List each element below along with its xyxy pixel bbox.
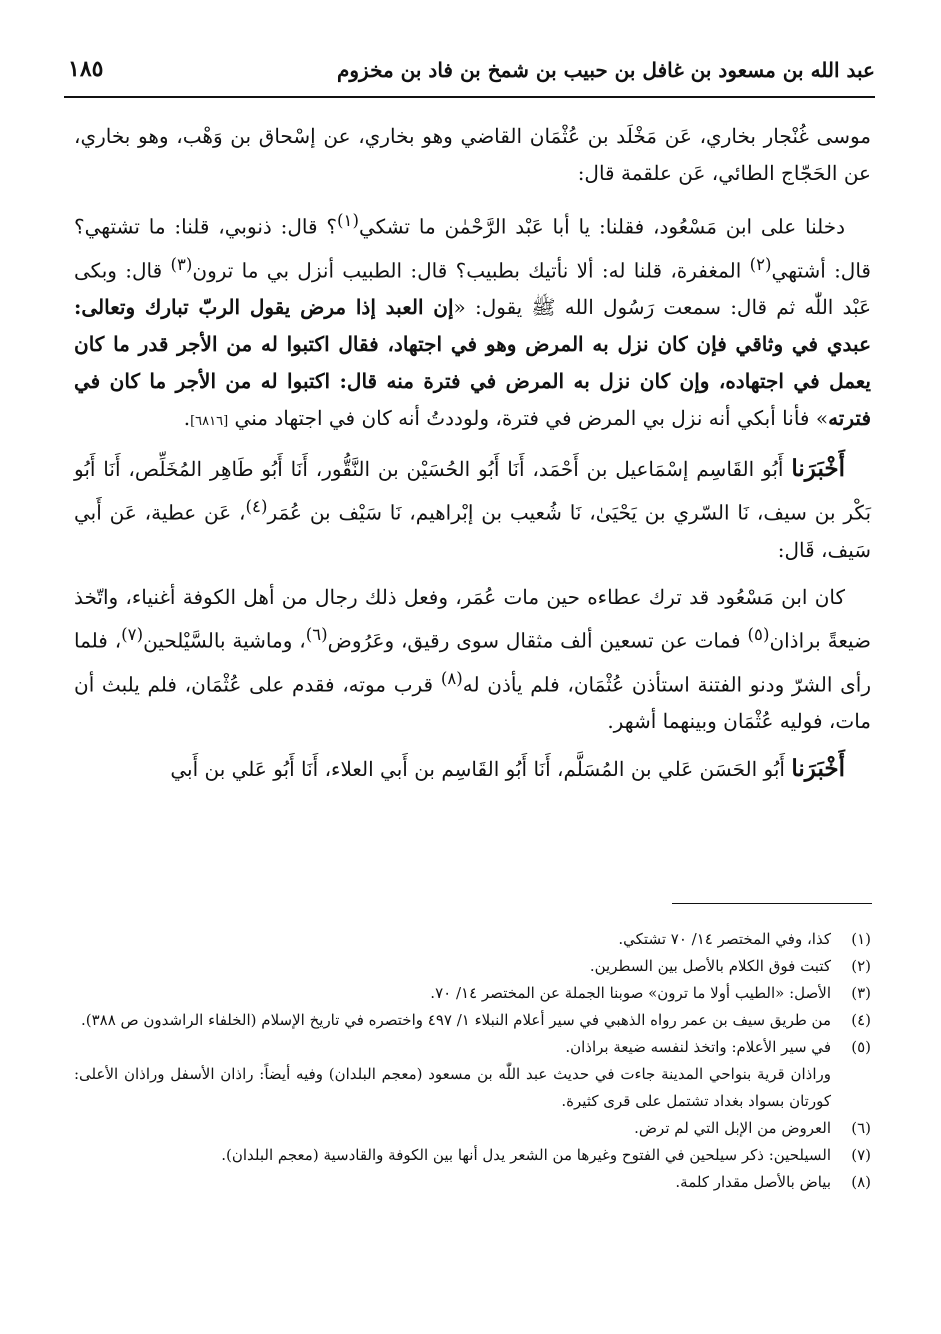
narration-text: قرب موته، فقدم على عُثْمَان، فلم يلبث أن مات، فوليه عُثْمَان وبينهما أشهر. <box>74 672 871 734</box>
footnote-1 <box>74 926 871 953</box>
narration-text: ، وماشية بالسَّيْلحين <box>143 628 306 653</box>
footnote-text: كذا، وفي المختصر ١٤/ ٧٠ تشتكي. <box>618 930 831 948</box>
main-text <box>74 118 871 798</box>
footnote-divider <box>672 903 872 904</box>
footnote-number: (٣) <box>851 984 871 1002</box>
footnote-6 <box>74 1115 871 1142</box>
footnote-marker-7[interactable]: (٧) <box>121 624 144 644</box>
paragraph-isnad: موسى غُنْجار بخاري، عَن مَخْلَد بن عُثْمَان القاضي وهو بخاري، عن إسْحاق بن وَهْب، وهو بخاري، عن الحَجّاج الطائي، عَن علقمة قال: <box>74 124 871 185</box>
header-title: عبد الله بن مسعود بن غافل بن حبيب بن شمخ بن فاد بن مخزوم <box>337 58 875 82</box>
footnotes <box>74 926 871 1196</box>
footnote-text: في سير الأعلام: واتخذ لنفسه ضيعة براذان. <box>565 1038 831 1056</box>
footnote-number: (٧) <box>851 1146 871 1164</box>
isnad-text: ، عَن عطية، عَن أَبي سَيف، قَال: <box>74 500 871 562</box>
footnote-5 <box>74 1034 871 1115</box>
akhbarana-lead: أَخْبَرَنا <box>791 755 845 783</box>
footnote-text: كتبت فوق الكلام بالأصل بين السطرين. <box>589 957 831 975</box>
paragraph-isnad <box>74 450 871 569</box>
hadith-reference-number: [٦٨١٦] <box>190 414 229 430</box>
footnote-marker-8[interactable]: (٨) <box>440 668 463 688</box>
footnote-3 <box>74 980 871 1007</box>
footnote-number: (٥) <box>851 1038 871 1056</box>
footnote-text: السيلحين: ذكر سيلحين في الفتوح وغيرها من الشعر يدل أنها بين الكوفة والقادسية (معجم البلدان). <box>221 1146 831 1164</box>
narration-text: ؟ قال: ذنوبي، قلنا: ما تشتهي؟ قال: أشتهي <box>74 214 871 283</box>
footnote-number: (١) <box>851 930 871 948</box>
narration-text: قال: وبكى عَبْد اللّٰه ثم قال: سمعت رَسُول الله ﷺ يقول: « <box>74 258 871 320</box>
running-header <box>64 52 875 98</box>
footnote-number: (٤) <box>851 1011 871 1029</box>
paragraph-narration: دخلنا على ابن مَسْعُود، فقلنا: يا أبا عَبْد الرَّحْمٰن ما تشكي$^{(١)}$؟ قال: ذنوبي، قلنا: ما تشتهي؟ قال: أشتهي$^{(٢)}$ المغفرة، قلنا له: ألا نأتيك بطبيب؟ قال: الطبيب أنزل بي ما ترون$^{(٣)}$ قال: وبكى عَبْد اللّٰه ثم قال: سمعت رَسُول الله ﷺ يقول: «إن العبد إذا مرض يقول الربّ تبارك وتعالى: عبدي في وثاقي فإن كان نزل به المرض وهو في اجتهاد، فقال اكتبوا له من الأجر قدر ما كان يعمل في اجتهاده، وإن كان نزل به المرض في فترة منه قال: اكتبوا له من الأجر ما كان في فترته» فأنا أبكي أنه نزل بي المرض في فترة، ولوددتُ أنه كان في اجتهاد مني [٦٨١٦]. <box>74 211 871 431</box>
narration-text: فمات عن تسعين ألف مثقال سوى رقيق، وعَرُوض <box>327 628 748 653</box>
footnote-text: الأصل: «الطيب أولا ما ترون» صوبنا الجملة عن المختصر ١٤/ ٧٠. <box>430 984 831 1002</box>
paragraph-narration <box>74 579 871 740</box>
paragraph-isnad <box>74 750 871 788</box>
footnote-number: (٦) <box>851 1119 871 1137</box>
footnote-number: (٢) <box>851 957 871 975</box>
isnad-text: أَبُو القَاسِم إسْمَاعيل بن أَحْمَد، أَنَا أَبُو الحُسَيْن بن النَّقُّور، أَنَا أَبُو طَاهِر المُخَلِّص، أَنَا أَبُو بَكْر بن سيف، نَا السّري بن يَحْيَىٰ، نَا شُعيب بن إبْراهيم، نَا سَيْف بن عُمَر <box>74 457 872 525</box>
hadith-text: إن العبد إذا مرض يقول الربّ تبارك وتعالى: عبدي في وثاقي فإن كان نزل به المرض وهو في اجتهاد، فقال اكتبوا له من الأجر قدر ما كان يعمل في اجتهاده، وإن كان نزل به المرض في فترة منه قال: اكتبوا له من الأجر ما كان في فترته <box>74 295 871 431</box>
footnote-text: بياض بالأصل مقدار كلمة. <box>675 1173 831 1191</box>
footnote-marker-5[interactable]: (٥) <box>747 624 770 644</box>
footnote-marker-4[interactable]: (٤) <box>245 497 268 517</box>
page-number: ١٨٥ <box>68 56 104 82</box>
footnote-text: وراذان قرية بنواحي المدينة جاءت في حديث عبد اللّٰه بن مسعود (معجم البلدان) وفيه أيضاً: راذان الأسفل وراذان الأعلى: كورتان بسواد بغداد تشتمل على قرى كثيرة. <box>74 1065 831 1110</box>
footnote-text: من طريق سيف بن عمر رواه الذهبي في سير أعلام النبلاء ١/ ٤٩٧ واختصره في تاريخ الإسلام (الخلفاء الراشدون ص ٣٨٨). <box>80 1011 831 1029</box>
footnote-4 <box>74 1007 871 1034</box>
narration-text: » فأنا أبكي أنه نزل بي المرض في فترة، ولوددتُ أنه كان في اجتهاد مني <box>234 406 829 431</box>
narration-text: المغفرة، قلنا له: ألا نأتيك بطبيب؟ قال: الطبيب أنزل بي ما ترون <box>192 258 750 283</box>
footnote-7 <box>74 1142 871 1169</box>
footnote-marker-2[interactable]: (٢) <box>749 254 772 274</box>
isnad-text: أَبُو الحَسَن عَلي بن المُسَلَّم، أَنَا أَبُو القَاسِم بن أَبي العلاء، أَنَا أَبُو عَلي بن أَبي <box>170 757 792 782</box>
footnote-marker-6[interactable]: (٦) <box>305 624 328 644</box>
footnote-marker-3[interactable]: (٣) <box>170 254 193 274</box>
footnote-text: العروض من الإبل التي لم ترض. <box>634 1119 831 1137</box>
footnote-number: (٨) <box>851 1173 871 1191</box>
footnote-8 <box>74 1169 871 1196</box>
footnote-marker-1[interactable]: (١) <box>337 211 359 230</box>
narration-text: كان ابن مَسْعُود قد ترك عطاءه حين مات عُمَر، وفعل ذلك رجال من أهل الكوفة أغنياء، واتّخذ ضيعةً براذان <box>74 584 871 653</box>
narration-text: ، فلما رأى الشرّ ودنو الفتنة استأذن عُثْمَان، فلم يأذن له <box>74 628 871 697</box>
narration-text: دخلنا على ابن مَسْعُود، فقلنا: يا أبا عَبْد الرَّحْمٰن ما تشكي <box>358 214 846 239</box>
akhbarana-lead: أَخْبَرَنا <box>791 455 845 483</box>
footnote-2 <box>74 953 871 980</box>
